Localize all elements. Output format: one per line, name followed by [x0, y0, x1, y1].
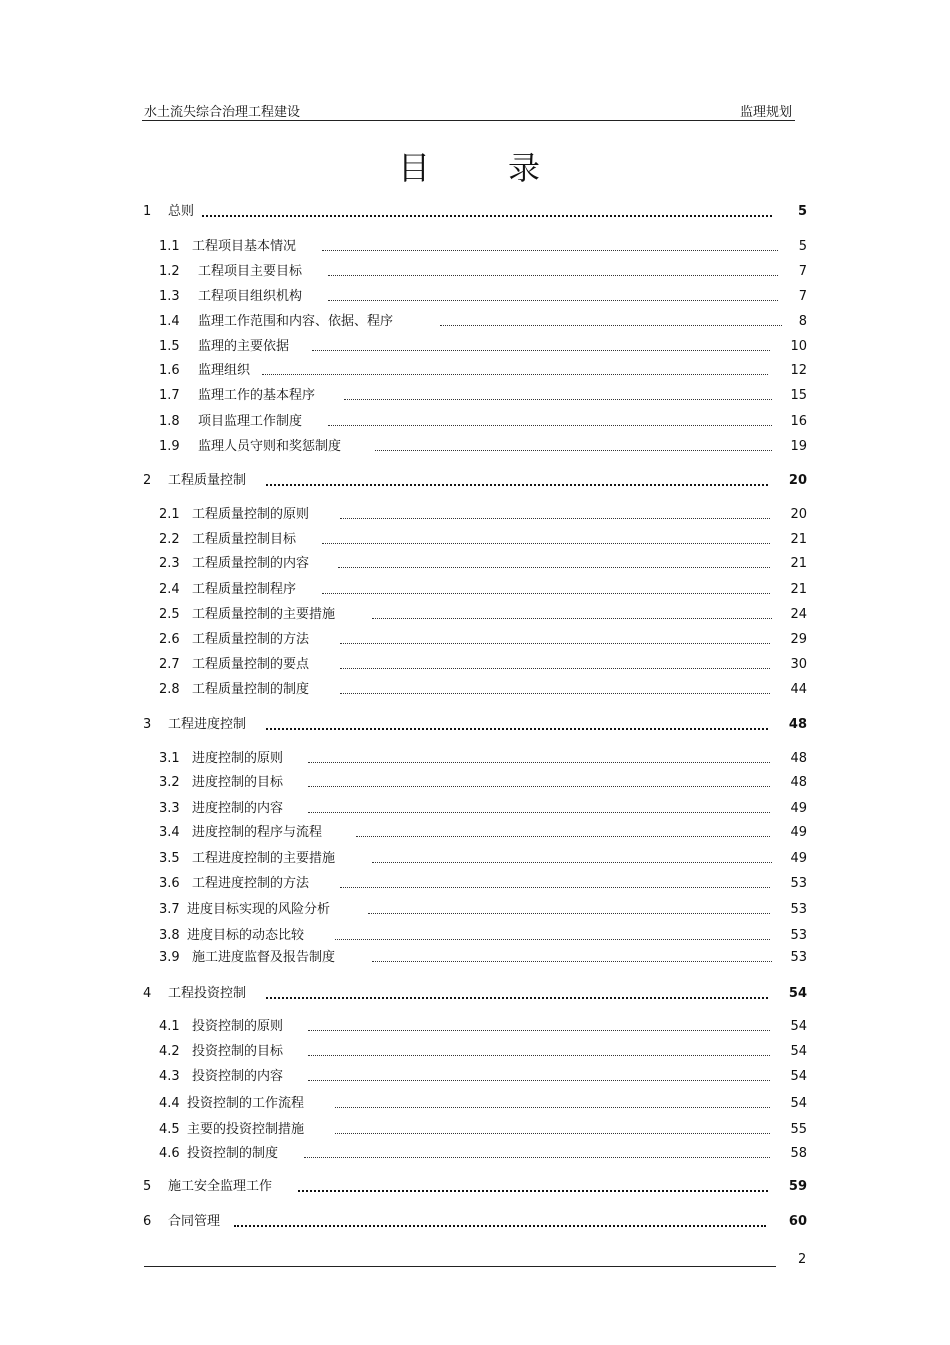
toc-entry-number: 2.4	[159, 582, 180, 597]
toc-entry-page: 7	[798, 289, 807, 304]
toc-entry-page: 19	[790, 439, 807, 454]
toc-entry[interactable]	[159, 901, 807, 919]
toc-entry-number: 1.7	[159, 388, 180, 403]
toc-entry-label: 监理组织	[198, 363, 251, 378]
toc-dot-leader	[322, 537, 770, 544]
toc-entry-number: 2.3	[159, 556, 180, 571]
toc-dot-leader	[328, 294, 778, 301]
toc-entry-page: 8	[798, 314, 807, 329]
toc-entry[interactable]	[159, 438, 807, 456]
toc-dot-leader	[440, 319, 782, 326]
toc-entry-label: 投资控制的内容	[192, 1069, 284, 1084]
toc-entry-number: 4.4	[159, 1096, 180, 1111]
toc-entry[interactable]	[159, 555, 807, 573]
toc-entry-page: 20	[790, 507, 807, 522]
toc-entry-page: 60	[788, 1214, 807, 1229]
toc-entry-page: 24	[790, 607, 807, 622]
toc-entry-label: 工程质量控制的方法	[192, 632, 310, 647]
toc-entry-number: 6	[143, 1214, 152, 1229]
toc-entry-label: 工程质量控制的原则	[192, 507, 310, 522]
toc-entry[interactable]	[159, 800, 807, 818]
toc-entry-page: 5	[797, 204, 807, 219]
toc-entry-page: 54	[790, 1069, 807, 1084]
page-title-char-2: 录	[508, 149, 541, 187]
header-section-title: 监理规划	[740, 105, 793, 120]
toc-entry-label: 工程质量控制的主要措施	[192, 607, 336, 622]
toc-dot-leader	[340, 512, 770, 519]
toc-entry-number: 2.5	[159, 607, 180, 622]
toc-dot-leader	[340, 881, 770, 888]
toc-entry[interactable]	[143, 1178, 807, 1196]
toc-entry-number: 1	[143, 204, 152, 219]
toc-entry-number: 3	[143, 717, 152, 732]
toc-dot-leader	[308, 756, 770, 763]
toc-dot-leader	[335, 1127, 770, 1134]
toc-entry-page: 54	[790, 1044, 807, 1059]
toc-entry[interactable]	[159, 362, 807, 380]
toc-entry-number: 3.4	[159, 825, 180, 840]
toc-entry-page: 7	[798, 264, 807, 279]
toc-entry-label: 进度控制的原则	[192, 751, 284, 766]
toc-entry[interactable]	[159, 288, 807, 306]
toc-entry[interactable]	[159, 1018, 807, 1036]
header-document-title: 水土流失综合治理工程建设	[144, 105, 301, 120]
toc-entry-label: 工程质量控制的要点	[192, 657, 310, 672]
toc-entry[interactable]	[159, 506, 807, 524]
toc-dot-leader	[262, 368, 768, 375]
toc-entry-page: 55	[790, 1122, 807, 1137]
toc-entry[interactable]	[159, 313, 807, 331]
toc-entry[interactable]	[143, 472, 807, 490]
toc-entry-page: 5	[798, 239, 807, 254]
toc-dot-leader	[322, 244, 778, 251]
toc-entry-label: 进度控制的内容	[192, 801, 284, 816]
toc-entry-label: 主要的投资控制措施	[187, 1122, 305, 1137]
toc-entry-number: 2	[143, 473, 152, 488]
toc-entry-number: 1.5	[159, 339, 180, 354]
toc-entry[interactable]	[159, 1145, 807, 1163]
toc-dot-leader	[372, 612, 772, 619]
toc-entry-page: 53	[790, 928, 807, 943]
toc-entry[interactable]	[159, 531, 807, 549]
toc-entry[interactable]	[159, 1095, 807, 1113]
toc-entry-number: 1.9	[159, 439, 180, 454]
toc-dot-leader	[340, 662, 770, 669]
toc-entry[interactable]	[143, 716, 807, 734]
toc-entry-number: 1.8	[159, 414, 180, 429]
toc-entry-label: 投资控制的目标	[192, 1044, 284, 1059]
toc-entry-number: 2.2	[159, 532, 180, 547]
toc-entry-number: 3.2	[159, 775, 180, 790]
toc-dot-leader	[372, 955, 772, 962]
toc-entry-page: 44	[790, 682, 807, 697]
toc-entry[interactable]	[159, 824, 807, 842]
toc-entry-label: 工程进度控制的方法	[192, 876, 310, 891]
toc-dot-leader	[328, 419, 772, 426]
toc-entry-page: 10	[790, 339, 807, 354]
toc-entry-label: 工程项目基本情况	[192, 239, 297, 254]
toc-entry[interactable]	[159, 850, 807, 868]
toc-entry-page: 48	[790, 775, 807, 790]
toc-entry-label: 进度控制的程序与流程	[192, 825, 323, 840]
toc-dot-leader	[356, 830, 770, 837]
toc-entry-number: 3.1	[159, 751, 180, 766]
toc-dot-leader	[335, 1101, 770, 1108]
toc-entry[interactable]	[143, 1213, 807, 1231]
toc-entry-number: 4.6	[159, 1146, 180, 1161]
toc-entry-page: 58	[790, 1146, 807, 1161]
toc-entry-number: 5	[143, 1179, 152, 1194]
toc-entry-page: 15	[790, 388, 807, 403]
toc-entry[interactable]	[159, 774, 807, 792]
toc-dot-leader	[234, 1219, 766, 1227]
toc-entry-number: 2.1	[159, 507, 180, 522]
toc-dot-leader	[308, 780, 770, 787]
toc-entry[interactable]	[159, 949, 807, 967]
toc-entry-page: 30	[790, 657, 807, 672]
toc-dot-leader	[308, 1074, 770, 1081]
toc-entry-number: 1.6	[159, 363, 180, 378]
toc-entry-label: 进度目标的动态比较	[187, 928, 305, 943]
toc-entry-page: 54	[790, 1096, 807, 1111]
toc-entry-page: 54	[790, 1019, 807, 1034]
toc-entry-label: 施工安全监理工作	[168, 1179, 273, 1194]
toc-entry[interactable]	[159, 681, 807, 699]
toc-entry-page: 49	[790, 801, 807, 816]
toc-entry[interactable]	[159, 413, 807, 431]
toc-entry[interactable]	[159, 750, 807, 768]
page-title-char-1: 目	[398, 149, 431, 187]
toc-entry-label: 监理工作的基本程序	[198, 388, 316, 403]
toc-entry-label: 施工进度监督及报告制度	[192, 950, 336, 965]
toc-entry-page: 20	[788, 473, 807, 488]
toc-dot-leader	[335, 933, 770, 940]
toc-entry[interactable]	[159, 338, 807, 356]
toc-entry-page: 49	[790, 825, 807, 840]
toc-entry-page: 21	[790, 556, 807, 571]
toc-entry-page: 59	[788, 1179, 807, 1194]
toc-entry-number: 3.9	[159, 950, 180, 965]
toc-entry-number: 4.5	[159, 1122, 180, 1137]
toc-entry-label: 工程项目组织机构	[198, 289, 303, 304]
toc-dot-leader	[312, 344, 770, 351]
page-title	[398, 143, 540, 189]
toc-entry-number: 2.6	[159, 632, 180, 647]
toc-entry-number: 3.3	[159, 801, 180, 816]
toc-entry[interactable]	[159, 1068, 807, 1086]
toc-entry[interactable]	[159, 927, 807, 945]
toc-entry-label: 监理工作范围和内容、依据、程序	[198, 314, 394, 329]
toc-entry-label: 投资控制的原则	[192, 1019, 284, 1034]
toc-entry[interactable]	[159, 263, 807, 281]
toc-entry-label: 进度控制的目标	[192, 775, 284, 790]
toc-entry-label: 项目监理工作制度	[198, 414, 303, 429]
footer-divider	[144, 1266, 776, 1267]
toc-entry-page: 29	[790, 632, 807, 647]
toc-dot-leader	[368, 907, 770, 914]
toc-dot-leader	[340, 637, 770, 644]
toc-entry-number: 4.2	[159, 1044, 180, 1059]
toc-entry[interactable]	[159, 875, 807, 893]
toc-entry[interactable]	[159, 1043, 807, 1061]
toc-entry-page: 49	[790, 851, 807, 866]
toc-entry-label: 监理的主要依据	[198, 339, 290, 354]
toc-entry-label: 总则	[168, 204, 195, 219]
toc-entry-label: 投资控制的工作流程	[187, 1096, 305, 1111]
toc-entry-page: 21	[790, 582, 807, 597]
toc-entry-page: 21	[790, 532, 807, 547]
toc-dot-leader	[338, 561, 770, 568]
toc-entry-number: 4	[143, 986, 152, 1001]
toc-dot-leader	[308, 1049, 770, 1056]
toc-entry-number: 3.6	[159, 876, 180, 891]
toc-entry[interactable]	[159, 387, 807, 405]
toc-dot-leader	[340, 687, 770, 694]
toc-entry-page: 12	[790, 363, 807, 378]
toc-entry[interactable]	[159, 238, 807, 256]
toc-dot-leader	[372, 856, 772, 863]
toc-dot-leader	[298, 1184, 768, 1192]
toc-entry-label: 工程质量控制目标	[192, 532, 297, 547]
toc-entry-number: 1.1	[159, 239, 180, 254]
toc-dot-leader	[308, 806, 770, 813]
toc-entry[interactable]	[159, 606, 807, 624]
toc-entry-label: 合同管理	[168, 1214, 221, 1229]
toc-dot-leader	[266, 722, 768, 730]
toc-dot-leader	[304, 1151, 770, 1158]
toc-entry-number: 3.8	[159, 928, 180, 943]
toc-entry-label: 工程质量控制的制度	[192, 682, 310, 697]
toc-entry-number: 1.3	[159, 289, 180, 304]
toc-entry-number: 2.8	[159, 682, 180, 697]
toc-entry-label: 工程进度控制	[168, 717, 247, 732]
toc-dot-leader	[375, 444, 772, 451]
toc-entry[interactable]	[159, 656, 807, 674]
toc-entry-number: 3.5	[159, 851, 180, 866]
toc-entry-label: 工程质量控制的内容	[192, 556, 310, 571]
toc-entry[interactable]	[159, 631, 807, 649]
toc-entry-number: 1.4	[159, 314, 180, 329]
toc-entry-number: 4.1	[159, 1019, 180, 1034]
toc-entry-page: 53	[790, 902, 807, 917]
toc-entry-page: 48	[790, 751, 807, 766]
toc-dot-leader	[266, 991, 768, 999]
toc-entry[interactable]	[143, 203, 807, 221]
toc-entry-number: 3.7	[159, 902, 180, 917]
toc-entry-label: 投资控制的制度	[187, 1146, 279, 1161]
toc-dot-leader	[328, 269, 778, 276]
toc-entry-label: 工程质量控制	[168, 473, 247, 488]
toc-entry[interactable]	[159, 1121, 807, 1139]
toc-entry-label: 工程投资控制	[168, 986, 247, 1001]
toc-entry-label: 进度目标实现的风险分析	[187, 902, 331, 917]
toc-entry-number: 2.7	[159, 657, 180, 672]
toc-entry-page: 48	[788, 717, 807, 732]
toc-dot-leader	[266, 478, 768, 486]
toc-entry-label: 监理人员守则和奖惩制度	[198, 439, 342, 454]
toc-entry-page: 53	[790, 950, 807, 965]
toc-entry-page: 16	[790, 414, 807, 429]
header-divider	[142, 120, 795, 121]
toc-entry-label: 工程质量控制程序	[192, 582, 297, 597]
toc-entry-label: 工程进度控制的主要措施	[192, 851, 336, 866]
toc-entry-page: 53	[790, 876, 807, 891]
toc-dot-leader	[308, 1024, 770, 1031]
toc-entry[interactable]	[143, 985, 807, 1003]
toc-dot-leader	[322, 587, 770, 594]
toc-dot-leader	[202, 209, 772, 217]
toc-entry-label: 工程项目主要目标	[198, 264, 303, 279]
toc-dot-leader	[344, 393, 772, 400]
toc-entry[interactable]	[159, 581, 807, 599]
footer-page-number: 2	[798, 1252, 807, 1267]
toc-entry-number: 1.2	[159, 264, 180, 279]
toc-entry-number: 4.3	[159, 1069, 180, 1084]
toc-entry-page: 54	[788, 986, 807, 1001]
